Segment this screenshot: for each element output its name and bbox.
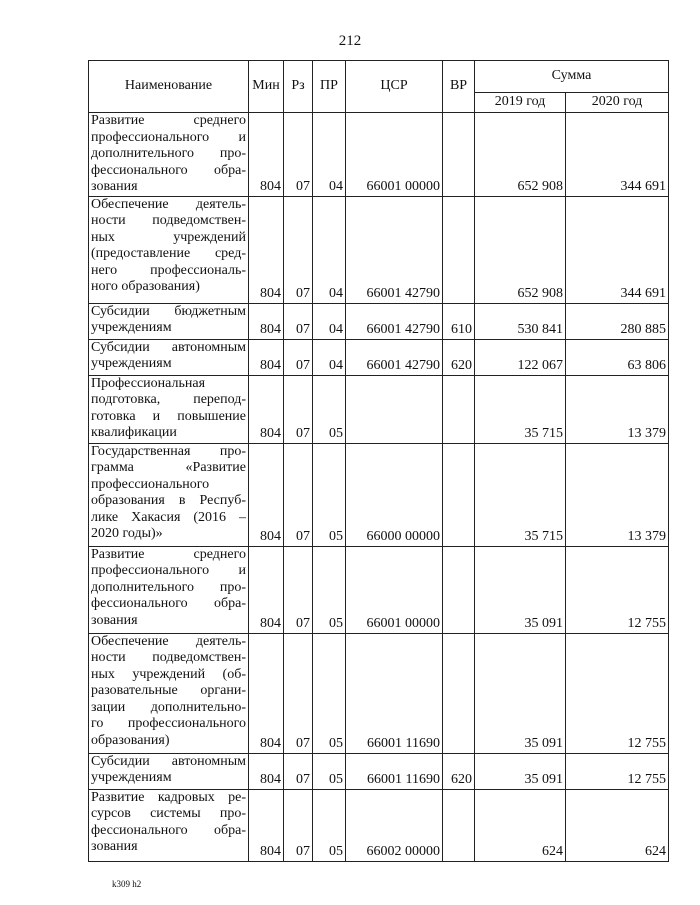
row-name-line: зования bbox=[91, 179, 138, 194]
cell-csr: 66001 42790 bbox=[346, 303, 443, 339]
cell-pr: 05 bbox=[313, 633, 346, 753]
row-name-line: ных учреждений bbox=[91, 229, 246, 245]
cell-min: 804 bbox=[249, 196, 284, 303]
cell-vr bbox=[443, 113, 475, 197]
row-name bbox=[89, 789, 249, 861]
cell-rz: 07 bbox=[284, 303, 313, 339]
row-name-line: него профессиональ- bbox=[91, 262, 246, 278]
table-row bbox=[89, 375, 669, 443]
cell-s2019: 35 715 bbox=[475, 443, 566, 546]
cell-s2020: 13 379 bbox=[566, 443, 669, 546]
row-name-line: грамма «Развитие bbox=[91, 460, 246, 475]
header-pr: ПР bbox=[313, 61, 346, 113]
cell-vr: 610 bbox=[443, 303, 475, 339]
row-name bbox=[89, 196, 249, 303]
cell-s2020: 63 806 bbox=[566, 339, 669, 375]
header-name: Наименование bbox=[89, 61, 249, 113]
row-name-line: дополнительного про- bbox=[91, 579, 246, 595]
cell-pr: 05 bbox=[313, 375, 346, 443]
row-name-line: подготовка, перепод- bbox=[91, 392, 246, 407]
row-name-line: учреждениям bbox=[91, 356, 172, 371]
row-name-line: Профессиональная bbox=[91, 375, 206, 391]
header-min: Мин bbox=[249, 61, 284, 113]
cell-csr: 66000 00000 bbox=[346, 443, 443, 546]
cell-rz: 07 bbox=[284, 753, 313, 789]
header-csr: ЦСР bbox=[346, 61, 443, 113]
cell-s2019: 530 841 bbox=[475, 303, 566, 339]
cell-vr bbox=[443, 196, 475, 303]
row-name-line: Обеспечение деятель- bbox=[91, 633, 246, 649]
cell-s2019: 122 067 bbox=[475, 339, 566, 375]
row-name-line: ных учреждений (об- bbox=[91, 666, 246, 682]
cell-s2019: 652 908 bbox=[475, 196, 566, 303]
cell-vr bbox=[443, 546, 475, 633]
cell-min: 804 bbox=[249, 303, 284, 339]
row-name-line: зования bbox=[91, 612, 138, 628]
cell-rz: 07 bbox=[284, 633, 313, 753]
table-row bbox=[89, 303, 669, 339]
cell-vr: 620 bbox=[443, 339, 475, 375]
row-name-line: готовка и повышение bbox=[91, 408, 246, 424]
cell-s2020: 344 691 bbox=[566, 113, 669, 197]
row-name-line: Развитие среднего bbox=[91, 546, 246, 562]
row-name-line: 2020 годы)» bbox=[91, 526, 163, 541]
cell-pr: 05 bbox=[313, 546, 346, 633]
cell-pr: 04 bbox=[313, 303, 346, 339]
table-row bbox=[89, 113, 669, 197]
table-row bbox=[89, 196, 669, 303]
row-name-line: квалификации bbox=[91, 425, 177, 440]
table-row bbox=[89, 443, 669, 546]
cell-s2019: 35 715 bbox=[475, 375, 566, 443]
row-name-line: го профессионального bbox=[91, 716, 246, 731]
cell-min: 804 bbox=[249, 443, 284, 546]
cell-min: 804 bbox=[249, 546, 284, 633]
cell-pr: 04 bbox=[313, 196, 346, 303]
row-name-line: фессионального обра- bbox=[91, 162, 246, 178]
cell-s2020: 12 755 bbox=[566, 633, 669, 753]
row-name-line: ного образования) bbox=[91, 279, 200, 294]
cell-csr: 66001 42790 bbox=[346, 196, 443, 303]
footer-code: k309 h2 bbox=[112, 879, 142, 889]
row-name-line: разовательные органи- bbox=[91, 683, 246, 698]
cell-rz: 07 bbox=[284, 789, 313, 861]
row-name bbox=[89, 113, 249, 197]
row-name bbox=[89, 546, 249, 633]
cell-min: 804 bbox=[249, 753, 284, 789]
row-name-line: учреждениям bbox=[91, 770, 172, 785]
cell-min: 804 bbox=[249, 113, 284, 197]
row-name-line: ности подведомствен- bbox=[91, 650, 246, 665]
cell-rz: 07 bbox=[284, 196, 313, 303]
row-name bbox=[89, 339, 249, 375]
row-name-line: сурсов системы про- bbox=[91, 806, 246, 821]
cell-csr bbox=[346, 375, 443, 443]
cell-s2019: 35 091 bbox=[475, 753, 566, 789]
row-name-line: профессионального bbox=[91, 476, 210, 492]
row-name-line: образования в Респуб- bbox=[91, 493, 246, 508]
row-name-line: фессионального обра- bbox=[91, 596, 246, 611]
row-name bbox=[89, 443, 249, 546]
cell-s2019: 652 908 bbox=[475, 113, 566, 197]
cell-s2020: 344 691 bbox=[566, 196, 669, 303]
cell-pr: 05 bbox=[313, 443, 346, 546]
header-2019: 2019 год bbox=[475, 93, 566, 113]
cell-csr: 66001 42790 bbox=[346, 339, 443, 375]
cell-pr: 04 bbox=[313, 113, 346, 197]
row-name-line: фессионального обра- bbox=[91, 822, 246, 838]
header-rz: Рз bbox=[284, 61, 313, 113]
row-name-line: лике Хакасия (2016 – bbox=[91, 509, 246, 525]
header-vr: ВР bbox=[443, 61, 475, 113]
row-name-line: (предоставление сред- bbox=[91, 246, 246, 261]
row-name-line: образования) bbox=[91, 732, 170, 748]
row-name-line: учреждениям bbox=[91, 320, 172, 335]
row-name-line: зации дополнительно- bbox=[91, 699, 246, 715]
row-name-line: Субсидии бюджетным bbox=[91, 303, 246, 319]
cell-csr: 66002 00000 bbox=[346, 789, 443, 861]
row-name-line: ности подведомствен- bbox=[91, 213, 246, 228]
cell-min: 804 bbox=[249, 633, 284, 753]
table-row bbox=[89, 633, 669, 753]
row-name-line: Развитие среднего bbox=[91, 113, 246, 128]
cell-rz: 07 bbox=[284, 113, 313, 197]
row-name-line: Субсидии автономным bbox=[91, 339, 246, 355]
row-name-line: Субсидии автономным bbox=[91, 753, 246, 769]
cell-pr: 05 bbox=[313, 789, 346, 861]
cell-rz: 07 bbox=[284, 375, 313, 443]
row-name-line: Развитие кадровых ре- bbox=[91, 789, 246, 805]
cell-pr: 05 bbox=[313, 753, 346, 789]
cell-s2020: 13 379 bbox=[566, 375, 669, 443]
page-number: 212 bbox=[338, 33, 362, 49]
header-2020: 2020 год bbox=[566, 93, 669, 113]
table-row bbox=[89, 546, 669, 633]
cell-min: 804 bbox=[249, 339, 284, 375]
table-row bbox=[89, 753, 669, 789]
cell-rz: 07 bbox=[284, 546, 313, 633]
cell-rz: 07 bbox=[284, 443, 313, 546]
cell-s2019: 624 bbox=[475, 789, 566, 861]
cell-s2020: 624 bbox=[566, 789, 669, 861]
cell-vr bbox=[443, 789, 475, 861]
row-name-line: профессионального и bbox=[91, 129, 246, 145]
row-name-line: Обеспечение деятель- bbox=[91, 196, 246, 212]
row-name bbox=[89, 633, 249, 753]
cell-vr: 620 bbox=[443, 753, 475, 789]
row-name bbox=[89, 753, 249, 789]
header-sum: Сумма bbox=[475, 61, 669, 93]
row-name bbox=[89, 303, 249, 339]
cell-vr bbox=[443, 443, 475, 546]
cell-min: 804 bbox=[249, 375, 284, 443]
cell-csr: 66001 00000 bbox=[346, 546, 443, 633]
table-row bbox=[89, 339, 669, 375]
row-name-line: Государственная про- bbox=[91, 443, 246, 459]
cell-csr: 66001 11690 bbox=[346, 633, 443, 753]
row-name bbox=[89, 375, 249, 443]
row-name-line: дополнительного про- bbox=[91, 146, 246, 161]
cell-s2019: 35 091 bbox=[475, 633, 566, 753]
cell-rz: 07 bbox=[284, 339, 313, 375]
cell-csr: 66001 00000 bbox=[346, 113, 443, 197]
table-row bbox=[89, 789, 669, 861]
cell-min: 804 bbox=[249, 789, 284, 861]
row-name-line: профессионального и bbox=[91, 563, 246, 578]
budget-table bbox=[88, 60, 669, 862]
cell-s2020: 280 885 bbox=[566, 303, 669, 339]
cell-pr: 04 bbox=[313, 339, 346, 375]
cell-vr bbox=[443, 375, 475, 443]
cell-vr bbox=[443, 633, 475, 753]
cell-s2019: 35 091 bbox=[475, 546, 566, 633]
cell-s2020: 12 755 bbox=[566, 753, 669, 789]
row-name-line: зования bbox=[91, 839, 138, 854]
cell-s2020: 12 755 bbox=[566, 546, 669, 633]
cell-csr: 66001 11690 bbox=[346, 753, 443, 789]
